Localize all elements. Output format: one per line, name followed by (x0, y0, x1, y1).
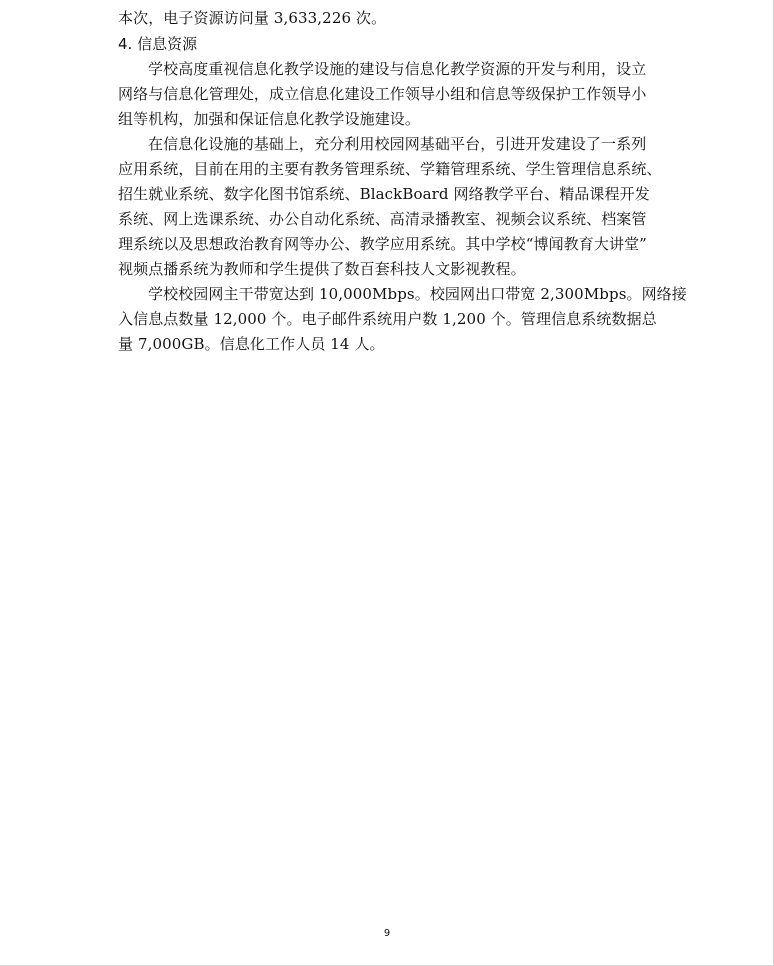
paragraph-line: 招生就业系统、数字化图书馆系统、BlackBoard 网络教学平台、精品课程开发 (118, 185, 650, 203)
paragraph-3 (118, 282, 687, 357)
paragraph-line: 学校高度重视信息化教学设施的建设与信息化教学资源的开发与利用，设立 (148, 60, 647, 78)
paragraph-line: 视频点播系统为教师和学生提供了数百套科技人文影视教程。 (118, 260, 526, 278)
page-number: 9 (383, 928, 391, 939)
paragraph-1 (118, 57, 658, 132)
paragraph-line: 网络与信息化管理处，成立信息化建设工作领导小组和信息等级保护工作领导小 (118, 85, 647, 103)
paragraph-line: 系统、网上选课系统、办公自动化系统、高清录播教室、视频会议系统、档案管 (118, 210, 647, 228)
paragraph-line: 在信息化设施的基础上，充分利用校园网基础平台，引进开发建设了一系列 (148, 135, 647, 153)
paragraph-line: 组等机构，加强和保证信息化教学设施建设。 (118, 110, 421, 128)
paragraph-line: 量 7,000GB。信息化工作人员 14 人。 (118, 335, 385, 353)
paragraph-2 (118, 132, 662, 282)
section-heading: 4. 信息资源 (118, 35, 198, 53)
paragraph-line: 应用系统，目前在用的主要有教务管理系统、学籍管理系统、学生管理信息系统、 (118, 160, 662, 178)
paragraph-line: 入信息点数量 12,000 个。电子邮件系统用户数 1,200 个。管理信息系统数据总 (118, 310, 657, 328)
document-body (118, 6, 687, 357)
paragraph-line: 学校校园网主干带宽达到 10,000Mbps。校园网出口带宽 2,300Mbps。网络接 (148, 285, 687, 303)
continuation-line: 本次，电子资源访问量 3,633,226 次。 (118, 9, 387, 27)
paragraph-line: 理系统以及思想政治教育网等办公、教学应用系统。其中学校“博闻教育大讲堂” (118, 235, 647, 253)
